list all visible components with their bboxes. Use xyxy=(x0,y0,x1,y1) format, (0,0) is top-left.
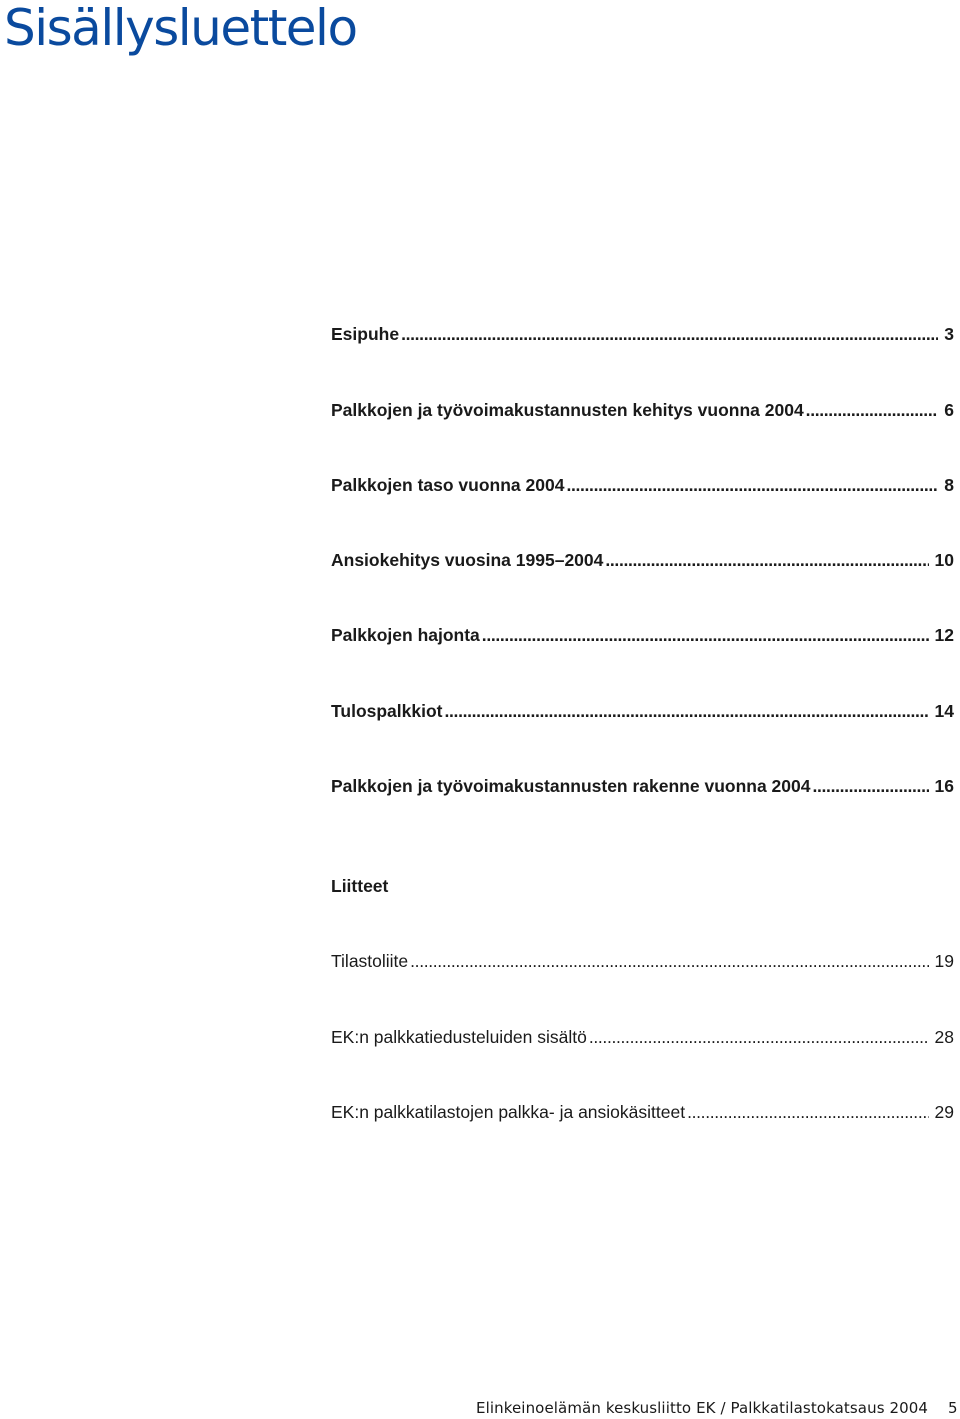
page-footer xyxy=(0,1397,960,1419)
toc-entry-label: Esipuhe xyxy=(331,324,400,344)
toc-entry-label: Palkkojen ja työvoimakustannusten kehitys vuonna 2004 xyxy=(331,400,804,420)
toc-entry-ansiokehitys[interactable] xyxy=(331,549,954,571)
toc-entry-page: 6 xyxy=(944,400,954,420)
toc-entry-tilastoliite[interactable] xyxy=(331,950,954,972)
footer-page-number: 5 xyxy=(948,1399,958,1417)
toc-entry-label: EK:n palkkatilastojen palkka- ja ansiokäsitteet xyxy=(331,1102,686,1122)
toc-leader-dots xyxy=(605,549,928,571)
toc-leader-dots xyxy=(482,624,929,646)
toc-entry-sisalto[interactable] xyxy=(331,1026,954,1048)
toc-entry-page: 29 xyxy=(934,1102,954,1122)
toc-leader-dots xyxy=(566,474,938,496)
toc-entry-label: Tulospalkkiot xyxy=(331,701,443,721)
toc-entry-label: Palkkojen hajonta xyxy=(331,625,480,645)
toc-entry-page: 10 xyxy=(934,550,954,570)
toc-leader-dots xyxy=(445,700,929,722)
toc-entry-page: 16 xyxy=(934,776,954,796)
toc-entry-page: 28 xyxy=(934,1027,954,1047)
toc-entry-hajonta[interactable] xyxy=(331,624,954,646)
toc-entry-label: Palkkojen taso vuonna 2004 xyxy=(331,475,565,495)
toc-leader-dots xyxy=(589,1026,929,1048)
toc-leader-dots xyxy=(812,775,928,797)
toc-entry-page: 3 xyxy=(944,324,954,344)
toc-leader-dots xyxy=(401,323,938,345)
toc-leader-dots xyxy=(806,399,939,421)
toc-entry-kasitteet[interactable] xyxy=(331,1101,954,1123)
toc-entry-esipuhe[interactable] xyxy=(331,323,954,345)
toc-entry-page: 8 xyxy=(944,475,954,495)
toc-entry-label: Palkkojen ja työvoimakustannusten rakenne vuonna 2004 xyxy=(331,776,811,796)
toc-leader-dots xyxy=(410,950,928,972)
toc-entry-label: Ansiokehitys vuosina 1995–2004 xyxy=(331,550,604,570)
toc-entry-taso[interactable] xyxy=(331,474,954,496)
toc-entry-page: 14 xyxy=(934,701,954,721)
toc-entry-kehitys[interactable] xyxy=(331,399,954,421)
toc-entry-page: 12 xyxy=(934,625,954,645)
footer-publication-text: Elinkeinoelämän keskusliitto EK / Palkkatilastokatsaus 2004 xyxy=(476,1399,929,1417)
toc-entry-label: Tilastoliite xyxy=(331,951,409,971)
toc-entry-label: EK:n palkkatiedusteluiden sisältö xyxy=(331,1027,587,1047)
toc-leader-dots xyxy=(687,1101,928,1123)
page-title: Sisällysluettelo xyxy=(4,0,357,57)
toc-entry-tulospalkkiot[interactable] xyxy=(331,700,954,722)
toc-entry-page: 19 xyxy=(934,951,954,971)
appendix-heading: Liitteet xyxy=(331,876,389,896)
toc-entry-rakenne[interactable] xyxy=(331,775,954,797)
